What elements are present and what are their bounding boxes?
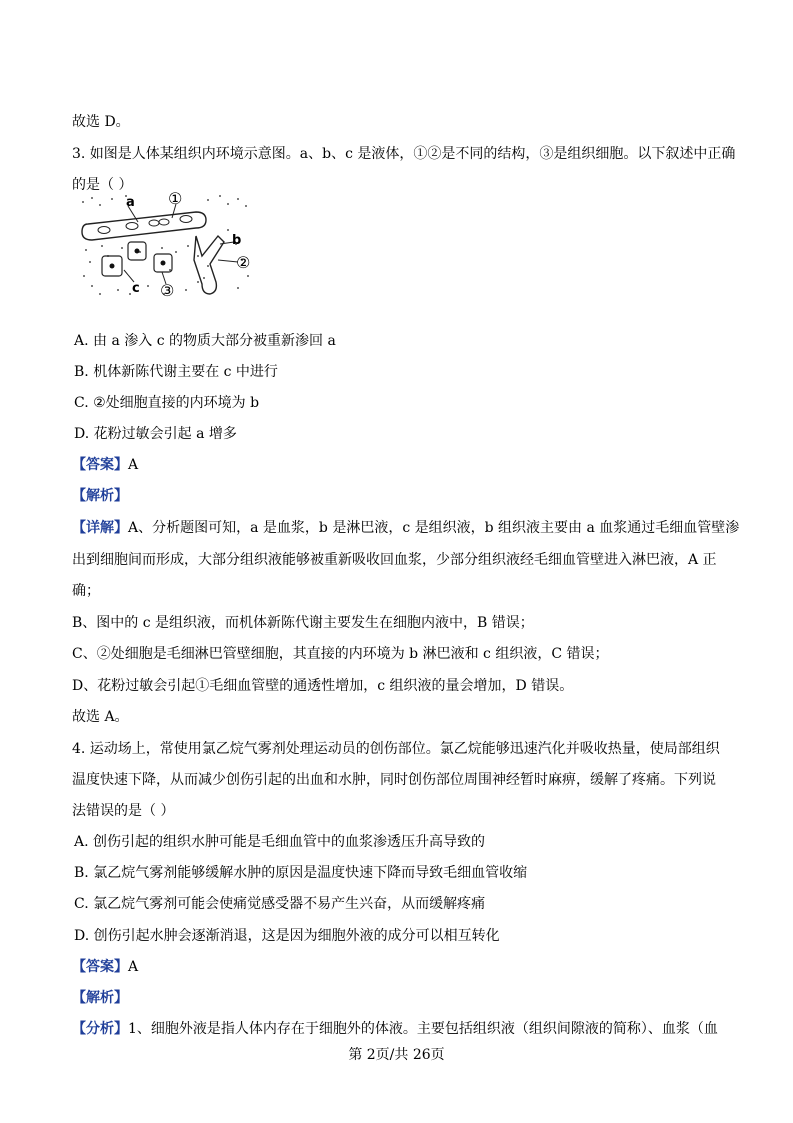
- detail-tag: 【详解】: [72, 520, 128, 536]
- lymph-capillary: [194, 236, 224, 294]
- option-d: D. 创伤引起水肿会逐渐消退，这是因为细胞外液的成分可以相互转化: [74, 928, 500, 944]
- text-line: 出到细胞间而形成，大部分组织液能够被重新吸收回血浆，少部分组织液经毛细血管壁进入淋巴液，A 正: [72, 552, 717, 568]
- answer-line: [72, 956, 138, 978]
- analysis-tag: 【解析】: [72, 990, 128, 1006]
- label-3: ③: [160, 281, 175, 300]
- question-4-stem-cont: 法错误的是（ ）: [72, 803, 175, 819]
- option-d: D. 花粉过敏会引起 a 增多: [74, 426, 237, 442]
- analysis-tag: 【解析】: [72, 488, 128, 504]
- fenxi-line: [72, 1018, 718, 1040]
- question-3-stem: 3. 如图是人体某组织内环境示意图。a、b、c 是液体，①②是不同的结构，③是组织细胞。以下叙述中正确: [72, 146, 736, 162]
- answer-tag: 【答案】: [72, 457, 128, 473]
- answer-line: [72, 454, 138, 476]
- question-4-stem-cont: 温度快速下降，从而减少创伤引起的出血和水肿，同时创伤部位周围神经暂时麻痹，缓解了疼痛。下列说: [72, 772, 716, 788]
- label-a: a: [126, 195, 135, 210]
- option-c: C. 氯乙烷气雾剂可能会使痛觉感受器不易产生兴奋，从而缓解疼痛: [74, 896, 486, 912]
- fenxi-tag: 【分析】: [72, 1021, 128, 1037]
- tissue-diagram: [78, 190, 254, 302]
- text-line: 故选 D。: [72, 114, 130, 130]
- text-line: B、图中的 c 是组织液，而机体新陈代谢主要发生在细胞内液中，B 错误；: [72, 615, 534, 631]
- analysis-line: [72, 485, 128, 507]
- option-a: A. 由 a 渗入 c 的物质大部分被重新渗回 a: [74, 333, 336, 349]
- answer-value: A: [128, 959, 139, 975]
- label-2: ②: [236, 253, 251, 272]
- label-b: b: [232, 233, 242, 248]
- detail-line: [72, 517, 739, 539]
- analysis-line: [72, 987, 128, 1009]
- label-1: ①: [168, 190, 183, 208]
- text-line: D、花粉过敏会引起①毛细血管壁的通透性增加，c 组织液的量会增加，D 错误。: [72, 678, 574, 694]
- option-b: B. 氯乙烷气雾剂能够缓解水肿的原因是温度快速下降而导致毛细血管收缩: [74, 865, 528, 881]
- text-line: 故选 A。: [72, 709, 129, 725]
- option-b: B. 机体新陈代谢主要在 c 中进行: [74, 364, 278, 380]
- capillary-1: [82, 212, 206, 240]
- label-c: c: [132, 281, 140, 296]
- text-line: 确；: [72, 583, 100, 599]
- question-4-stem: 4. 运动场上，常使用氯乙烷气雾剂处理运动员的创伤部位。氯乙烷能够迅速汽化并吸收热量，使局部组织: [72, 741, 720, 757]
- text-line: C、②处细胞是毛细淋巴管壁细胞，其直接的内环境为 b 淋巴液和 c 组织液，C 错误；: [72, 646, 609, 662]
- question-3-stem-cont: 的是（ ）: [72, 177, 133, 193]
- option-c: C. ②处细胞直接的内环境为 b: [74, 395, 260, 411]
- answer-tag: 【答案】: [72, 959, 128, 975]
- answer-value: A: [128, 457, 139, 473]
- option-a: A. 创伤引起的组织水肿可能是毛细血管中的血浆渗透压升高导致的: [74, 834, 486, 850]
- page-footer: 第 2页/共 26页: [348, 1047, 445, 1063]
- fenxi-text: 1、细胞外液是指人体内存在于细胞外的体液。主要包括组织液（组织间隙液的简称）、血浆（血: [128, 1021, 718, 1037]
- detail-text: A、分析题图可知，a 是血浆，b 是淋巴液，c 是组织液，b 组织液主要由 a 血浆通过毛细血管壁渗: [128, 520, 740, 536]
